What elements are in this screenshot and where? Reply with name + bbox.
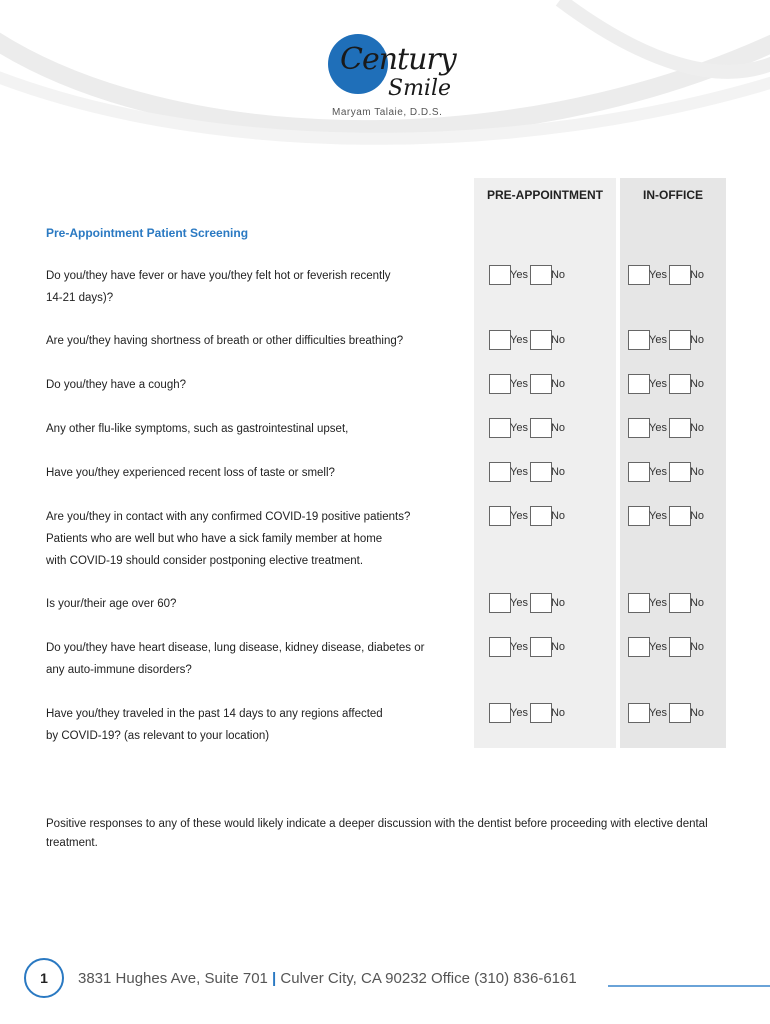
- in-office-no-checkbox[interactable]: [669, 374, 691, 394]
- pre-appointment-answer-group-4: [489, 418, 565, 438]
- footer-address: [78, 970, 577, 987]
- question-text-line: by COVID-19? (as relevant to your location): [46, 730, 270, 742]
- footnote: Positive responses to any of these would likely indicate a deeper discussion with the dentist before proceeding with elective dental treatment.: [46, 818, 708, 849]
- pre-appointment-no-checkbox[interactable]: [530, 593, 552, 613]
- no-label: No: [550, 269, 566, 281]
- question-text-line: Have you/they experienced recent loss of taste or smell?: [46, 467, 335, 479]
- pre-appointment-answer-group-7: [489, 593, 565, 613]
- pre-appointment-no-checkbox[interactable]: [530, 637, 552, 657]
- question-text-line: Patients who are well but who have a sick family member at home: [46, 533, 383, 545]
- question-4: [46, 418, 456, 440]
- pre-appointment-yes-checkbox[interactable]: [489, 703, 511, 723]
- logo-text-smile: Smile: [388, 76, 452, 101]
- in-office-yes-checkbox[interactable]: [628, 418, 650, 438]
- in-office-no-checkbox[interactable]: [669, 506, 691, 526]
- pre-appointment-yes-checkbox[interactable]: [489, 330, 511, 350]
- yes-label: Yes: [649, 269, 667, 281]
- pre-appointment-answer-group-3: [489, 374, 565, 394]
- in-office-answer-group-7: [628, 593, 704, 613]
- in-office-answer-group-8: [628, 637, 704, 657]
- in-office-yes-checkbox[interactable]: [628, 506, 650, 526]
- pre-appointment-no-checkbox[interactable]: [530, 418, 552, 438]
- no-label: No: [550, 641, 566, 653]
- pre-appointment-answer-group-8: [489, 637, 565, 657]
- in-office-answer-group-9: [628, 703, 704, 723]
- pre-appointment-yes-checkbox[interactable]: [489, 506, 511, 526]
- question-5: [46, 462, 456, 484]
- pre-appointment-yes-checkbox[interactable]: [489, 593, 511, 613]
- pre-appointment-answer-group-1: [489, 265, 565, 285]
- page-number: 1: [24, 958, 64, 998]
- no-label: No: [689, 422, 705, 434]
- pre-appointment-no-checkbox[interactable]: [530, 265, 552, 285]
- in-office-answer-group-4: [628, 418, 704, 438]
- question-text-line: Any other flu-like symptoms, such as gastrointestinal upset,: [46, 423, 349, 435]
- pre-appointment-answer-group-6: [489, 506, 565, 526]
- yes-label: Yes: [649, 641, 667, 653]
- question-text-line: Do you/they have a cough?: [46, 379, 187, 391]
- page-footer: [24, 958, 770, 1002]
- question-text-line: Have you/they traveled in the past 14 days to any regions affected: [46, 708, 383, 720]
- yes-label: Yes: [510, 641, 528, 653]
- address-line: 3831 Hughes Ave, Suite 701: [78, 970, 268, 987]
- in-office-no-checkbox[interactable]: [669, 703, 691, 723]
- in-office-yes-checkbox[interactable]: [628, 330, 650, 350]
- in-office-yes-checkbox[interactable]: [628, 462, 650, 482]
- question-1: [46, 265, 456, 309]
- in-office-header: IN-OFFICE: [643, 188, 703, 202]
- pre-appointment-answer-group-5: [489, 462, 565, 482]
- question-2: [46, 330, 456, 352]
- address-separator: |: [272, 970, 277, 987]
- yes-label: Yes: [510, 707, 528, 719]
- pre-appointment-no-checkbox[interactable]: [530, 703, 552, 723]
- no-label: No: [550, 422, 566, 434]
- question-8: [46, 637, 456, 681]
- yes-label: Yes: [649, 378, 667, 390]
- yes-label: Yes: [510, 422, 528, 434]
- yes-label: Yes: [510, 510, 528, 522]
- in-office-answer-group-2: [628, 330, 704, 350]
- logo-subtitle: Maryam Talaie, D.D.S.: [332, 107, 443, 118]
- question-text-line: any auto-immune disorders?: [46, 664, 192, 676]
- pre-appointment-no-checkbox[interactable]: [530, 506, 552, 526]
- section-title: Pre-Appointment Patient Screening: [46, 226, 249, 240]
- no-label: No: [689, 707, 705, 719]
- pre-appointment-yes-checkbox[interactable]: [489, 418, 511, 438]
- no-label: No: [689, 378, 705, 390]
- in-office-yes-checkbox[interactable]: [628, 703, 650, 723]
- yes-label: Yes: [510, 597, 528, 609]
- pre-appointment-no-checkbox[interactable]: [530, 330, 552, 350]
- in-office-no-checkbox[interactable]: [669, 593, 691, 613]
- question-9: [46, 703, 456, 747]
- yes-label: Yes: [649, 466, 667, 478]
- in-office-answer-group-1: [628, 265, 704, 285]
- in-office-yes-checkbox[interactable]: [628, 374, 650, 394]
- pre-appointment-yes-checkbox[interactable]: [489, 462, 511, 482]
- pre-appointment-no-checkbox[interactable]: [530, 374, 552, 394]
- pre-appointment-yes-checkbox[interactable]: [489, 637, 511, 657]
- question-6: [46, 506, 456, 572]
- no-label: No: [550, 510, 566, 522]
- yes-label: Yes: [510, 334, 528, 346]
- no-label: No: [689, 510, 705, 522]
- no-label: No: [550, 378, 566, 390]
- yes-label: Yes: [510, 269, 528, 281]
- no-label: No: [550, 707, 566, 719]
- question-text-line: Do you/they have heart disease, lung disease, kidney disease, diabetes or: [46, 642, 425, 654]
- in-office-yes-checkbox[interactable]: [628, 593, 650, 613]
- no-label: No: [689, 334, 705, 346]
- question-3: [46, 374, 456, 396]
- yes-label: Yes: [649, 334, 667, 346]
- century-smile-logo: [322, 30, 462, 125]
- yes-label: Yes: [649, 707, 667, 719]
- question-text-line: 14-21 days)?: [46, 292, 114, 304]
- in-office-yes-checkbox[interactable]: [628, 637, 650, 657]
- question-text-line: Do you/they have fever or have you/they felt hot or feverish recently: [46, 270, 391, 282]
- in-office-answer-group-5: [628, 462, 704, 482]
- question-text-line: Is your/their age over 60?: [46, 598, 177, 610]
- pre-appointment-yes-checkbox[interactable]: [489, 265, 511, 285]
- footer-rule: [608, 985, 770, 987]
- city-phone: Culver City, CA 90232 Office (310) 836-6161: [280, 970, 577, 987]
- in-office-no-checkbox[interactable]: [669, 462, 691, 482]
- question-text-line: with COVID-19 should consider postponing elective treatment.: [46, 555, 364, 567]
- yes-label: Yes: [510, 466, 528, 478]
- question-text-line: Are you/they having shortness of breath or other difficulties breathing?: [46, 335, 404, 347]
- logo-text-century: Century: [340, 42, 456, 77]
- in-office-no-checkbox[interactable]: [669, 637, 691, 657]
- yes-label: Yes: [649, 422, 667, 434]
- pre-appointment-answer-group-2: [489, 330, 565, 350]
- pre-appointment-answer-group-9: [489, 703, 565, 723]
- pre-appointment-no-checkbox[interactable]: [530, 462, 552, 482]
- in-office-answer-group-3: [628, 374, 704, 394]
- no-label: No: [550, 466, 566, 478]
- yes-label: Yes: [649, 510, 667, 522]
- in-office-answer-group-6: [628, 506, 704, 526]
- yes-label: Yes: [510, 378, 528, 390]
- no-label: No: [689, 269, 705, 281]
- in-office-no-checkbox[interactable]: [669, 418, 691, 438]
- yes-label: Yes: [649, 597, 667, 609]
- in-office-yes-checkbox[interactable]: [628, 265, 650, 285]
- question-7: [46, 593, 456, 615]
- in-office-no-checkbox[interactable]: [669, 265, 691, 285]
- no-label: No: [550, 334, 566, 346]
- no-label: No: [689, 597, 705, 609]
- pre-appointment-yes-checkbox[interactable]: [489, 374, 511, 394]
- pre-appointment-header: PRE-APPOINTMENT: [486, 188, 603, 202]
- no-label: No: [689, 641, 705, 653]
- no-label: No: [550, 597, 566, 609]
- in-office-no-checkbox[interactable]: [669, 330, 691, 350]
- question-text-line: Are you/they in contact with any confirmed COVID-19 positive patients?: [46, 511, 411, 523]
- no-label: No: [689, 466, 705, 478]
